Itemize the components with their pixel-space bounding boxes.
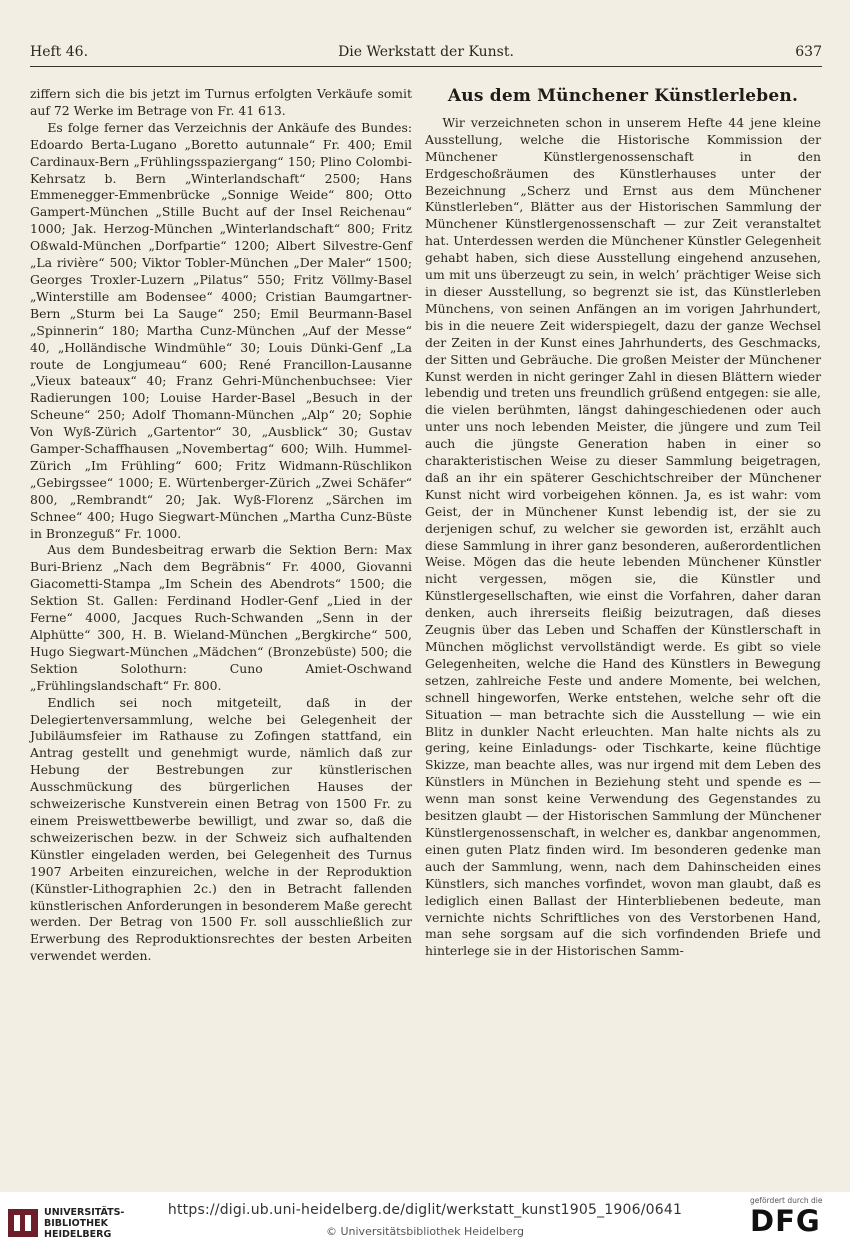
issue-number: Heft 46. — [30, 44, 89, 60]
header-rule — [30, 66, 822, 67]
copyright-notice: © Universitätsbibliothek Heidelberg — [325, 1225, 524, 1238]
paragraph: Wir verzeichneten schon in unserem Hefte 44 jene kleine Ausstellung, welche die Historische Kommission der Münchener Künstlergenossenschaft in den Erdgeschoßräumen des Künstlerhauses unter der Bezeichnung „Scherz und Ernst aus dem Münchener Künstlerleben“, Blätter aus der Historischen Sammlung der Münchener Künstlergenossenschaft — zur Zeit veranstaltet hat. Unterdessen werden die Münchener Künstler Gelegenheit gehabt haben, sich diese Ausstellung eingehend anzusehen, um mit uns überzeugt zu sein, in welch’ prächtiger Weise sich in dieser Ausstellung, so begrenzt sie ist, das Künstlerleben Münchens, von seinen Anfängen an im vorigen Jahrhundert, bis in die neuere Zeit widerspiegelt, dazu der ganze Wechsel der Zeiten in der Kunst eines Jahrhunderts, des Geschmacks, der Sitten und Gebräuche. Die großen Meister der Münchener Kunst werden in nicht geringer Zahl in diesen Blättern wieder lebendig und treten uns freundlich grüßend entgegen: sie alle, die vielen berühmten, längst dahingeschiedenen oder auch unter uns noch lebenden Meister, die jüngere und zum Teil auch die jüngste Generation haben in einer so charakteristischen Weise zu dieser Sammlung beigetragen, daß an ihr ein späterer Geschichtschreiber der Münchener Kunst nicht wird vorbeigehen können. Ja, es ist wahr: vom Geist, der in Münchener Kunst lebendig ist, der sie zu derjenigen schuf, zu welcher sie geworden ist, erzählt auch diese Sammlung in ihrer ganz besonderen, außerordentlichen Weise. Mögen das die heute lebenden Münchener Künstler nicht vergessen, mögen sie, die Künstler und Künstlergesellschaften, wie einst die Vorfahren, daher daran denken, auch ihrerseits fleißig beizutragen, daß dieses Zeugnis über das Leben und Schaffen der Künstlerschaft in München möglichst vervollständigt werde. Es gibt so viele Gelegenheiten, welche die Hand des Künstlers in Bewegung setzen, zahlreiche Feste und andere Momente, bei welchen, schnell hingeworfen, Werke entstehen, welche sehr oft die Situation — man betrachte sich die Ausstellung — wie ein Blitz in dunkler Nacht erleuchten. Man halte nichts als zu gering, keine Einladungs- oder Tischkarte, keine flüchtige Skizze, man beachte alles, was nur irgend mit dem Leben des Künstlers in München in Beziehung steht und spende es — wenn man sonst keine Verwendung des Gegenstandes zu besitzen glaubt — der Historischen Sammlung der Münchener Künstlergenossenschaft, in welcher es, dankbar angenommen, einen guten Platz finden wird. Im besonderen gedenke man auch der Sammlung, wenn, nach dem Dahinscheiden eines Künstlers, sich manches vorfindet, wovon man glaubt, daß es lediglich einen Ballast der Hinterbliebenen bedeute, man vernichte nichts Schriftliches von des Verstorbenen Hand, man sehe sorgsam auf die sich vorfindenden Briefe und hinterlege sie in der Historischen Samm- — [425, 114, 821, 959]
page-number: 637 — [795, 44, 822, 60]
paragraph: Endlich sei noch mitgeteilt, daß in der Delegiertenversammlung, welche bei Gelegenheit der Jubiläumsfeier im Rathause zu Zofingen stattfand, ein Antrag gestellt und genehmigt wurde, nämlich daß zur Hebung der Bestrebungen zur künstlerischen Ausschmückung des bürgerlichen Hauses der schweizerische Kunstverein einen Betrag von 1500 Fr. zu einem Preiswettbewerbe bewilligt, und zwar so, daß die schweizerischen bezw. in der Schweiz sich aufhaltenden Künstler eingeladen werden, bei Gelegenheit des Turnus 1907 Arbeiten einzureichen, welche in der Reproduktion (Künstler-Lithographien 2c.) den in Betracht fallenden künstlerischen Anforderungen in besonderem Maße gerecht werden. Der Betrag von 1500 Fr. soll ausschließlich zur Erwerbung des Reproduktionsrechtes der besten Arbeiten verwendet werden. — [30, 694, 412, 964]
paragraph: Aus dem Bundesbeitrag erwarb die Sektion Bern: Max Buri-Brienz „Nach dem Begräbnis“ Fr. 4000, Giovanni Giacometti-Stampa „Im Schein des Abendrots“ 1500; die Sektion St. Gallen: Ferdinand Hodler-Genf „Lied in der Ferne“ 4000, Jacques Ruch-Schwanden „Senn in der Alphütte“ 300, H. B. Wieland-München „Bergkirche“ 500, Hugo Siegwart-München „Mädchen“ (Bronzebüste) 500; die Sektion Solothurn: Cuno Amiet-Oschwand „Frühlingslandschaft“ Fr. 800. — [30, 542, 412, 693]
viewer-footer — [0, 1192, 850, 1250]
sponsor-label: gefördert durch die — [750, 1196, 823, 1205]
running-head — [30, 44, 822, 66]
library-name-line: UNIVERSITÄTS- — [44, 1207, 125, 1218]
dfg-logo[interactable] — [750, 1196, 830, 1246]
dfg-mark: DFG — [750, 1204, 821, 1238]
right-column — [425, 88, 821, 960]
article-title: Aus dem Münchener Künstlerleben. — [447, 86, 799, 106]
left-column — [30, 86, 412, 965]
permalink-url[interactable]: https://digi.ub.uni-heidelberg.de/diglit/werkstatt_kunst1905_1906/0641 — [167, 1202, 683, 1218]
library-name-line: BIBLIOTHEK — [44, 1218, 108, 1229]
library-name-line: HEIDELBERG — [44, 1229, 112, 1240]
paragraph: Es folge ferner das Verzeichnis der Ankäufe des Bundes: Edoardo Berta-Lugano „Boretto autunnale“ Fr. 400; Emil Cardinaux-Bern „Frühlingsspaziergang“ 150; Plino Colombi-Kehrsatz b. Bern „Winterlandschaft“ 2500; Hans Emmenegger-Emmenbrücke „Sonnige Weide“ 800; Otto Gampert-München „Stille Bucht auf der Insel Reichenau“ 1000; Jak. Herzog-München „Winterlandschaft“ 800; Fritz Oßwald-München „Dorfpartie“ 1200; Albert Silvestre-Genf „La rivière“ 500; Viktor Tobler-München „Der Maler“ 1500; Georges Troxler-Luzern „Pilatus“ 550; Fritz Völlmy-Basel „Winterstille am Bodensee“ 4000; Cristian Baumgartner-Bern „Sturm bei La Sauge“ 250; Emil Beurmann-Basel „Spinnerin“ 180; Martha Cunz-München „Auf der Messe“ 40, „Holländische Windmühle“ 30; Louis Dünki-Genf „La route de Longjumeau“ 600; René Francillon-Lausanne „Vieux bateaux“ 40; Franz Gehri-Münchenbuchsee: Vier Radierungen 100; Louise Harder-Basel „Besuch in der Scheune“ 250; Adolf Thomann-München „Alp“ 20; Sophie Von Wyß-Zürich „Gartentor“ 30, „Ausblick“ 30; Gustav Gamper-Schaffhausen „Novembertag“ 600; Wilh. Hummel-Zürich „Im Frühling“ 600; Fritz Widmann-Rüschlikon „Gebirgssee“ 1000; E. Würtenberger-Zürich „Zwei Schäfer“ 800, „Rembrandt“ 20; Jak. Wyß-Florenz „Särchen im Schnee“ 400; Hugo Siegwart-München „Martha Cunz-Büste in Bronzeguß“ Fr. 1000. — [30, 119, 412, 541]
paragraph: ziffern sich die bis jetzt im Turnus erfolgten Verkäufe somit auf 72 Werke im Betrage von Fr. 41 613. — [30, 86, 412, 118]
journal-title: Die Werkstatt der Kunst. — [338, 44, 514, 60]
